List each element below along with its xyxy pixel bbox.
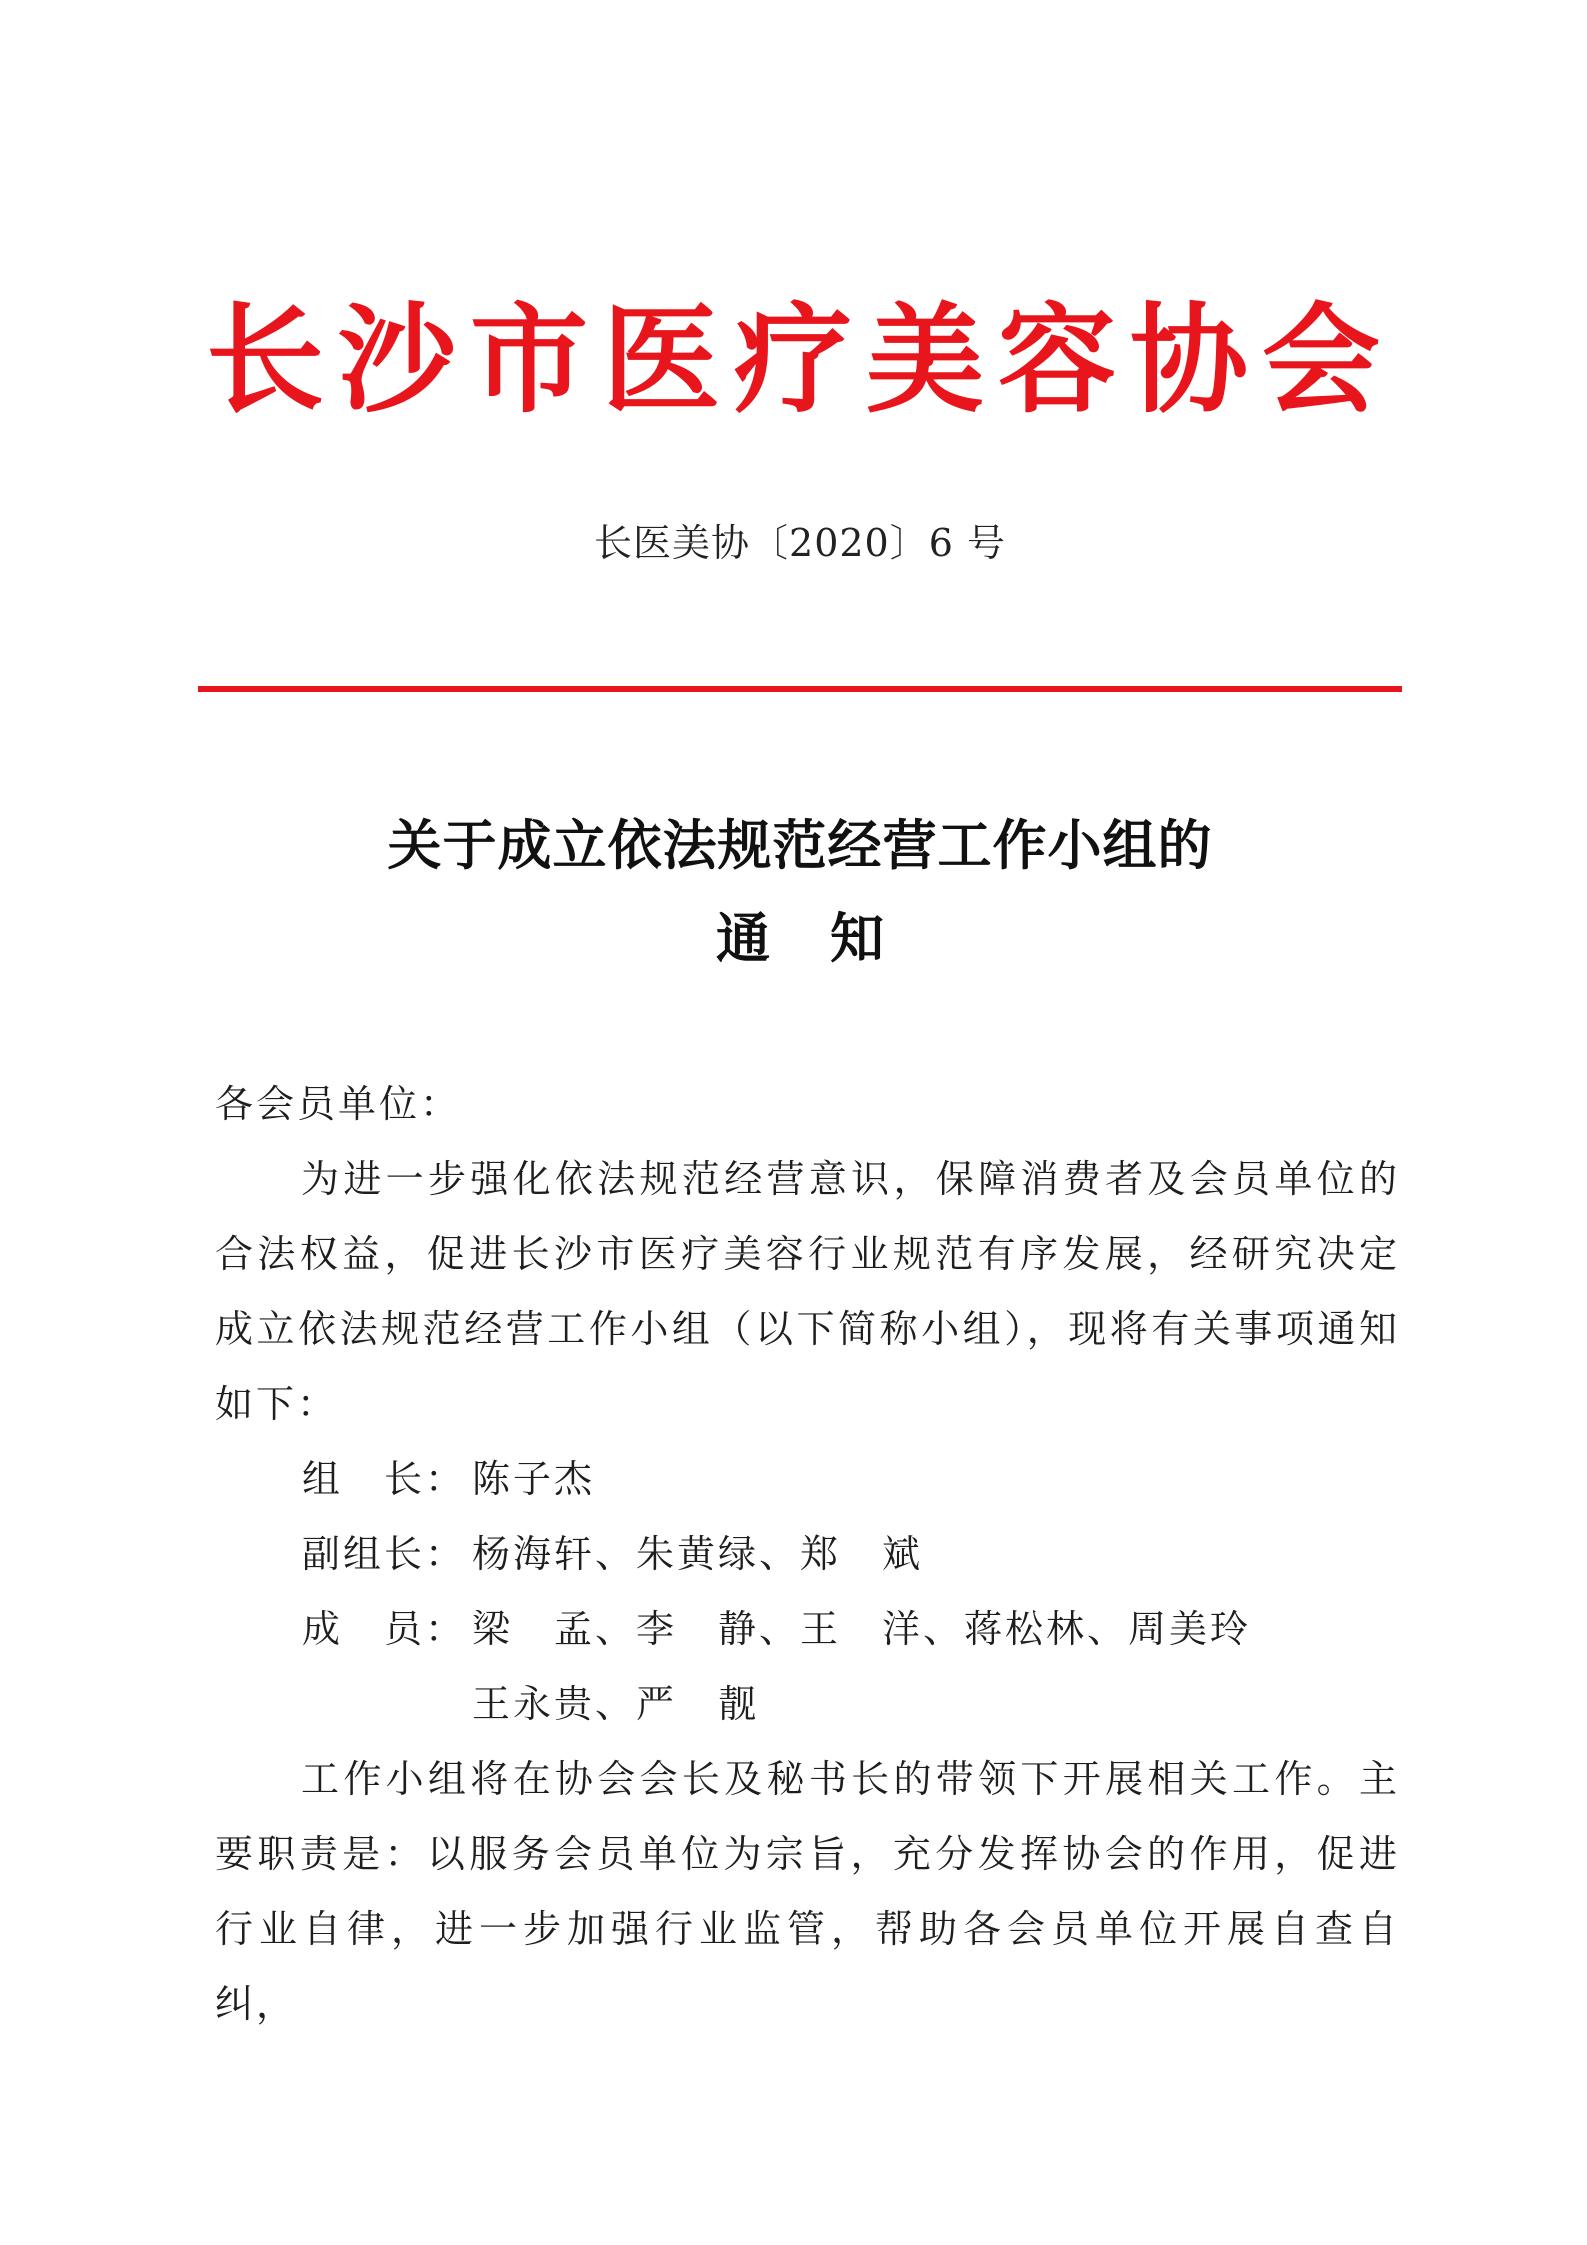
notice-title-suffix: 通知: [716, 906, 944, 970]
body-paragraph-2: 工作小组将在协会会长及秘书长的带领下开展相关工作。主要职责是：以服务会员单位为宗旨，充分发挥协会的作用，促进行业自律，进一步加强行业监管，帮助各会员单位开展自查自纠，: [215, 1757, 1400, 2026]
salutation: 各会员单位：: [215, 1082, 462, 1126]
members-value: 梁 孟、李 静、王 洋、蒋松林、周美玲: [472, 1607, 1252, 1651]
members-label: 成 员：: [302, 1607, 467, 1651]
deputy-leader-label: 副组长：: [302, 1532, 467, 1576]
organization-name-header: 长沙市医疗美容协会: [205, 290, 1394, 429]
leader-value: 陈子杰: [472, 1457, 596, 1501]
members-value-continued: 王永贵、严 靓: [472, 1682, 760, 1726]
notice-title: 关于成立依法规范经营工作小组的: [387, 813, 1213, 877]
document-number: 长医美协〔2020〕6 号: [594, 521, 1006, 565]
red-divider-line: [198, 686, 1402, 692]
deputy-leader-value: 杨海轩、朱黄绿、郑 斌: [472, 1532, 924, 1576]
body-paragraph-1: 为进一步强化依法规范经营意识，保障消费者及会员单位的合法权益，促进长沙市医疗美容行业规范有序发展，经研究决定成立依法规范经营工作小组（以下简称小组），现将有关事项通知如下：: [215, 1157, 1400, 1426]
leader-label: 组 长：: [302, 1457, 467, 1501]
